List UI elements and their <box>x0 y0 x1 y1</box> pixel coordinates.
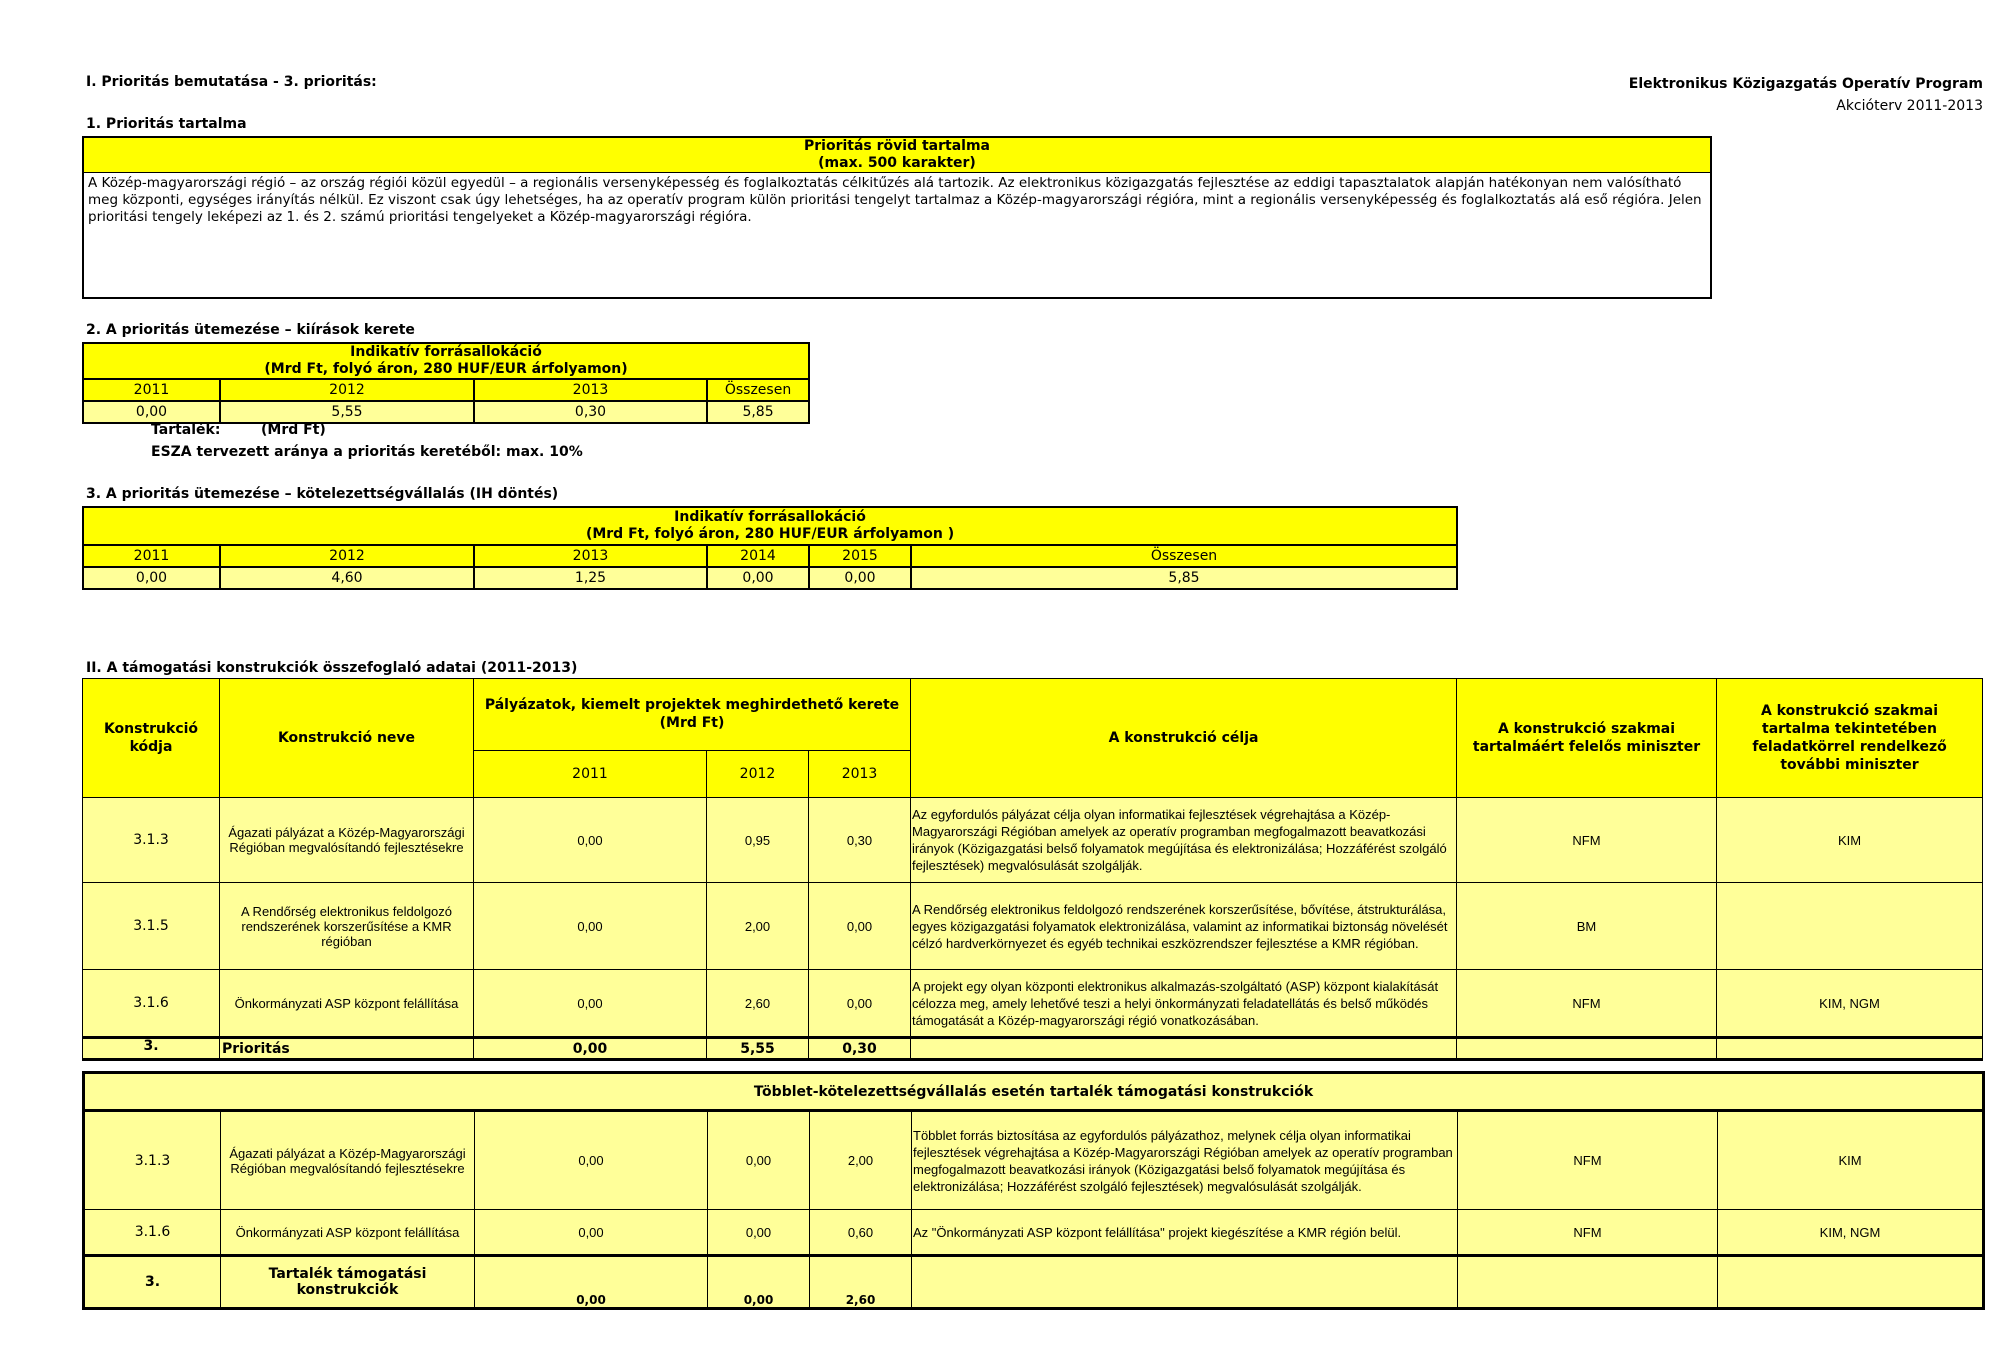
total-2011: 0,00 <box>474 1038 707 1060</box>
row-code: 3.1.3 <box>83 798 220 883</box>
table-row <box>84 1210 1984 1256</box>
schedule-calls-year: 2012 <box>220 379 474 401</box>
section-title: I. Prioritás bemutatása - 3. prioritás: <box>86 74 377 90</box>
table-row <box>83 883 1983 970</box>
schedule-commitment-title <box>83 507 1457 545</box>
priority-content-title-line1: Prioritás rövid tartalma <box>804 138 990 154</box>
priority-content-box <box>82 136 1712 299</box>
row-2013: 2,00 <box>810 1111 912 1210</box>
row-2011: 0,00 <box>474 883 707 970</box>
total-other-minister <box>1718 1256 1984 1309</box>
row-2012: 0,00 <box>708 1210 810 1256</box>
total-minister <box>1458 1256 1718 1309</box>
schedule-calls-year: 2013 <box>474 379 707 401</box>
header-minister: A konstrukció szakmai tartalmáért felelős miniszter <box>1457 679 1717 798</box>
schedule-calls-year: 2011 <box>83 379 220 401</box>
header-other-minister: A konstrukció szakmai tartalma tekintetében feladatkörrel rendelkező további miniszter <box>1717 679 1983 798</box>
row-other-minister: KIM <box>1718 1111 1984 1210</box>
row-2011: 0,00 <box>474 970 707 1038</box>
total-goal <box>912 1256 1458 1309</box>
schedule-commitment-heading: 3. A prioritás ütemezése – kötelezettségvállalás (IH döntés) <box>86 486 559 502</box>
row-name: Ágazati pályázat a Közép-Magyarországi Régióban megvalósítandó fejlesztésekre <box>221 1111 475 1210</box>
row-other-minister: KIM, NGM <box>1718 1210 1984 1256</box>
schedule-calls-title-line2: (Mrd Ft, folyó áron, 280 HUF/EUR árfolyamon) <box>264 361 628 377</box>
schedule-commitment-year: Összesen <box>911 545 1457 567</box>
reserve-label: Tartalék: <box>151 422 221 438</box>
schedule-commitment-year: 2014 <box>707 545 809 567</box>
header-year-2012: 2012 <box>707 750 809 797</box>
row-2011: 0,00 <box>475 1111 708 1210</box>
reserve-unit: (Mrd Ft) <box>261 422 326 438</box>
schedule-commitment-value: 0,00 <box>809 567 911 589</box>
row-other-minister: KIM, NGM <box>1717 970 1983 1038</box>
schedule-calls-value: 5,85 <box>707 401 809 423</box>
row-2013: 0,00 <box>809 883 911 970</box>
row-2012: 2,00 <box>707 883 809 970</box>
schedule-commitment-value: 1,25 <box>474 567 707 589</box>
esza-ratio: ESZA tervezett aránya a prioritás keretéből: max. 10% <box>151 444 583 460</box>
row-name: A Rendőrség elektronikus feldolgozó rendszerének korszerűsítése a KMR régióban <box>220 883 474 970</box>
schedule-calls-table <box>82 342 810 424</box>
row-2013: 0,60 <box>810 1210 912 1256</box>
total-name: Tartalék támogatási konstrukciók <box>221 1256 475 1309</box>
reserve-constructions-table <box>82 1071 1985 1310</box>
table-row <box>83 970 1983 1038</box>
total-name: Prioritás <box>220 1038 474 1060</box>
header-name: Konstrukció neve <box>220 679 474 798</box>
row-2012: 0,95 <box>707 798 809 883</box>
total-2013: 0,30 <box>809 1038 911 1060</box>
schedule-commitment-value: 0,00 <box>83 567 220 589</box>
total-row <box>84 1256 1984 1309</box>
row-minister: NFM <box>1458 1111 1718 1210</box>
row-other-minister <box>1717 883 1983 970</box>
row-name: Ágazati pályázat a Közép-Magyarországi Régióban megvalósítandó fejlesztésekre <box>220 798 474 883</box>
priority-content-title-line2: (max. 500 karakter) <box>818 155 976 171</box>
program-title: Elektronikus Közigazgatás Operatív Program <box>1628 76 1983 92</box>
action-plan-label: Akcióterv 2011-2013 <box>1836 98 1983 114</box>
priority-content-text: A Közép-magyarországi régió – az ország régiói közül egyedül – a regionális versenyképesség és foglalkoztatás célkitűzés alá tartozik. Az elektronikus közigazgatás fejlesztése az eddigi tapasztalatok alapján hatékonyan nem valósítható meg központi, egységes irányítás nélkül. Ez viszont csak úgy lehetséges, ha az operatív program külön prioritási tengelyt tartalmaz a Közép-magyarországi régióra, mint a regionális versenyképesség és foglalkoztatás alá eső régióra. Jelen prioritási tengely leképezi az 1. és 2. számú prioritási tengelyeket a Közép-magyarországi régióra. <box>88 175 1702 225</box>
row-goal: Az "Önkormányzati ASP központ felállítása" projekt kiegészítése a KMR régión belül. <box>912 1210 1458 1256</box>
row-other-minister: KIM <box>1717 798 1983 883</box>
row-goal: A Rendőrség elektronikus feldolgozó rendszerének korszerűsítése, bővítése, átstrukturálása, egyes közigazgatási folyamatok elektronizálása, valamint az informatikai biztonság növelését célzó hardverkörnyezet és egyéb technikai eszközrendszer fejlesztése a KMR régióban. <box>911 883 1457 970</box>
row-code: 3.1.6 <box>83 970 220 1038</box>
table-row <box>83 798 1983 883</box>
row-minister: NFM <box>1457 970 1717 1038</box>
header-code: Konstrukció kódja <box>83 679 220 798</box>
schedule-commitment-value: 0,00 <box>707 567 809 589</box>
schedule-commitment-value: 4,60 <box>220 567 474 589</box>
total-code: 3. <box>84 1256 221 1309</box>
total-2012: 0,00 <box>708 1256 810 1309</box>
row-2012: 0,00 <box>708 1111 810 1210</box>
priority-content-heading: 1. Prioritás tartalma <box>86 116 247 132</box>
schedule-commitment-year: 2013 <box>474 545 707 567</box>
total-goal <box>911 1038 1457 1060</box>
total-other-minister <box>1717 1038 1983 1060</box>
header-budget: Pályázatok, kiemelt projektek meghirdethető kerete (Mrd Ft) <box>474 679 911 751</box>
row-goal: Az egyfordulós pályázat célja olyan informatikai fejlesztések végrehajtása a Közép-Magyarországi Régióban amelyek az operatív programban megfogalmazott beavatkozási irányok (Közigazgatási belső folyamatok megújítása és elektronizálása; Hozzáférést szolgáló fejlesztések) megvalósulását szolgálják. <box>911 798 1457 883</box>
row-code: 3.1.5 <box>83 883 220 970</box>
row-2013: 0,00 <box>809 970 911 1038</box>
row-name: Önkormányzati ASP központ felállítása <box>220 970 474 1038</box>
schedule-commitment-table <box>82 506 1458 590</box>
row-minister: BM <box>1457 883 1717 970</box>
row-name: Önkormányzati ASP központ felállítása <box>221 1210 475 1256</box>
row-2011: 0,00 <box>475 1210 708 1256</box>
total-minister <box>1457 1038 1717 1060</box>
constructions-table <box>82 678 1983 1061</box>
reserve-title: Többlet-kötelezettségvállalás esetén tartalék támogatási konstrukciók <box>84 1073 1984 1111</box>
schedule-calls-value: 0,00 <box>83 401 220 423</box>
row-goal: A projekt egy olyan központi elektronikus alkalmazás-szolgáltató (ASP) központ kialakítását célozza meg, amely lehetővé teszi a helyi önkormányzati feladatellátás és belső működés támogatását a Közép-magyarországi régió vonatkozásában. <box>911 970 1457 1038</box>
total-2013: 2,60 <box>810 1256 912 1309</box>
row-2011: 0,00 <box>474 798 707 883</box>
row-minister: NFM <box>1458 1210 1718 1256</box>
header-goal: A konstrukció célja <box>911 679 1457 798</box>
schedule-commitment-year: 2015 <box>809 545 911 567</box>
row-code: 3.1.6 <box>84 1210 221 1256</box>
row-minister: NFM <box>1457 798 1717 883</box>
row-2013: 0,30 <box>809 798 911 883</box>
header-year-2011: 2011 <box>474 750 707 797</box>
row-code: 3.1.3 <box>84 1111 221 1210</box>
schedule-calls-title <box>83 343 809 379</box>
schedule-commitment-year: 2012 <box>220 545 474 567</box>
row-2012: 2,60 <box>707 970 809 1038</box>
schedule-calls-value: 5,55 <box>220 401 474 423</box>
schedule-commitment-title-line2: (Mrd Ft, folyó áron, 280 HUF/EUR árfolyamon ) <box>585 526 955 542</box>
total-row <box>83 1038 1983 1060</box>
constructions-summary-heading: II. A támogatási konstrukciók összefoglaló adatai (2011-2013) <box>86 660 578 676</box>
schedule-commitment-title-line1: Indikatív forrásallokáció <box>674 509 866 525</box>
priority-content-title <box>84 138 1710 173</box>
row-goal: Többlet forrás biztosítása az egyfordulós pályázathoz, melynek célja olyan informatikai fejlesztések végrehajtása a Közép-Magyarországi Régióban amelyek az operatív programban megfogalmazott beavatkozási irányok (Közigazgatási belső folyamatok megújítása és elektronizálása; Hozzáférést szolgáló fejlesztések) megvalósulását szolgálják. <box>912 1111 1458 1210</box>
table-row <box>84 1111 1984 1210</box>
total-2012: 5,55 <box>707 1038 809 1060</box>
schedule-calls-heading: 2. A prioritás ütemezése – kiírások kerete <box>86 322 415 338</box>
total-code: 3. <box>83 1038 220 1060</box>
schedule-commitment-year: 2011 <box>83 545 220 567</box>
schedule-calls-value: 0,30 <box>474 401 707 423</box>
schedule-calls-year: Összesen <box>707 379 809 401</box>
header-year-2013: 2013 <box>809 750 911 797</box>
schedule-commitment-value: 5,85 <box>911 567 1457 589</box>
schedule-calls-title-line1: Indikatív forrásallokáció <box>350 344 542 360</box>
total-2011: 0,00 <box>475 1256 708 1309</box>
